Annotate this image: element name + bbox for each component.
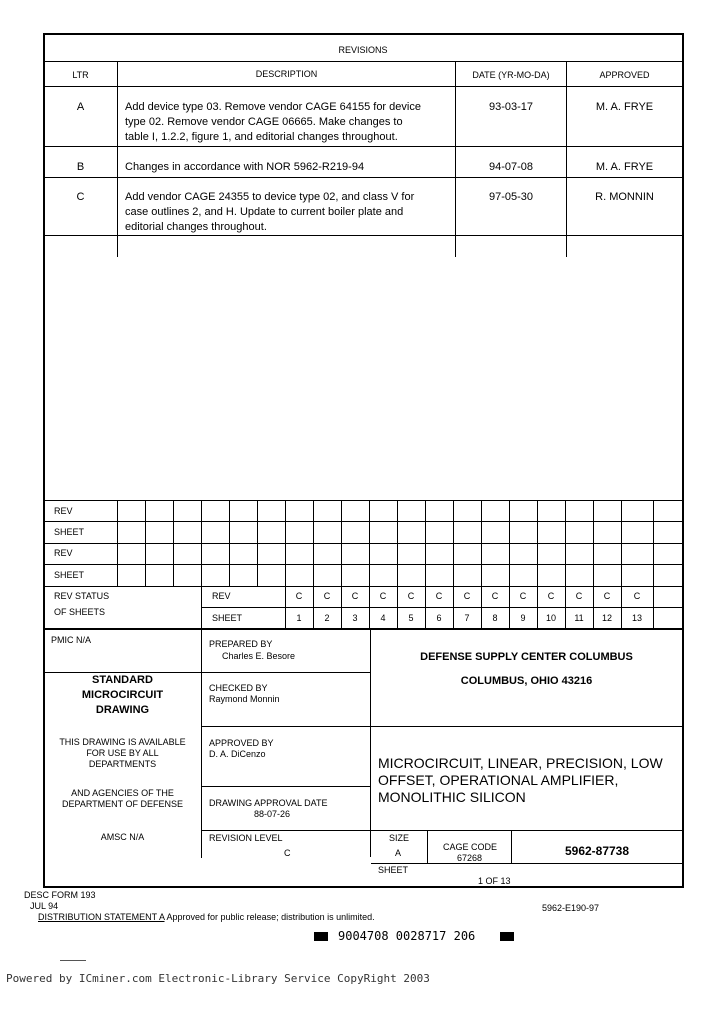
rev-row-c-approved: R. MONNIN [595,191,654,203]
size-value: A [395,848,402,858]
header-date: DATE (YR-MO-DA) [472,70,550,80]
sheet-number: 8 [492,613,498,623]
availability-line3: DEPARTMENTS [88,759,157,769]
rev-row-a-ltr: A [76,101,85,113]
agencies-line2: DEPARTMENT OF DEFENSE [61,799,184,809]
form-number: DESC FORM 193 [24,890,96,900]
revision-level: C [284,848,291,858]
header-description: DESCRIPTION [255,69,318,79]
rev-row-c-desc-line3: editorial changes throughout. [125,221,267,233]
drawing-title-line1: MICROCIRCUIT, LINEAR, PRECISION, LOW [378,755,663,771]
sheet-number: 4 [380,613,386,623]
rev-status-value: C [323,591,331,601]
rev-row-c-desc-line2: case outlines 2, and H. Update to current boiler plate and [125,206,404,218]
barcode-bar-right [500,932,514,941]
rev-status-value: C [463,591,471,601]
rev-status-value: C [491,591,499,601]
sheet-row-label-1: SHEET [54,527,85,537]
rev-status-rev-label: REV [212,591,231,601]
rev-row-c-desc-line1: Add vendor CAGE 24355 to device type 02, and class V for [125,191,415,203]
size-label: SIZE [389,833,410,843]
rev-row-b-desc-line1: Changes in accordance with NOR 5962-R219-94 [125,161,365,173]
rev-row-b-date: 94-07-08 [488,161,534,173]
sheet-number: 5 [408,613,414,623]
approved-by-name: D. A. DiCenzo [209,749,266,759]
sheet-number: 1 [296,613,302,623]
rev-row-b-approved: M. A. FRYE [595,161,654,173]
amsc-label: AMSC N/A [100,832,145,842]
distribution-text: Approved for public release; distribution is unlimited. [164,912,375,922]
rev-row-a-desc-line1: Add device type 03. Remove vendor CAGE 64155 for device [125,101,421,113]
sheet-number: 10 [545,613,556,623]
revision-level-label: REVISION LEVEL [209,833,283,843]
agency-name: DEFENSE SUPPLY CENTER COLUMBUS [420,651,633,663]
checked-by-label: CHECKED BY [209,683,268,693]
sheet-number: 2 [324,613,330,623]
of-sheets-label: OF SHEETS [54,607,106,617]
rev-status-value: C [379,591,387,601]
header-approved: APPROVED [599,70,650,80]
sheet-number: 7 [464,613,470,623]
cage-code-value: 67268 [457,853,483,863]
frame-top [43,33,684,35]
sheet-label: SHEET [378,865,409,875]
sheet-number: 12 [601,613,612,623]
checked-by-name: Raymond Monnin [209,694,280,704]
sheet-row-label-2: SHEET [54,570,85,580]
approval-date-label: DRAWING APPROVAL DATE [209,798,328,808]
drawing-title-line3: MONOLITHIC SILICON [378,789,526,805]
barcode-text: 9004708 0028717 206 [338,929,476,943]
availability-line2: FOR USE BY ALL [86,748,159,758]
sheet-number: 13 [631,613,642,623]
rev-status-value: C [547,591,555,601]
approved-by-label: APPROVED BY [209,738,274,748]
availability-line1: THIS DRAWING IS AVAILABLE [59,737,186,747]
agencies-line1: AND AGENCIES OF THE [71,788,174,798]
rev-row-c-date: 97-05-30 [488,191,534,203]
rev-status-value: C [575,591,583,601]
rev-row-a-desc-line3: table I, 1.2.2, figure 1, and editorial changes throughout. [125,131,398,143]
distribution-statement [38,913,375,922]
rev-row-b-ltr: B [76,161,85,173]
standard-line2: MICROCIRCUIT [81,689,164,701]
cage-code-label: CAGE CODE [443,842,498,852]
agency-city: COLUMBUS, OHIO 43216 [460,675,593,687]
rev-row-a-desc-line2: type 02. Remove vendor CAGE 06665. Make changes to [125,116,403,128]
pmic-label: PMIC N/A [51,635,92,645]
sheet-number: 3 [352,613,358,623]
rev-status-label: REV STATUS [54,591,110,601]
barcode-bar-left [314,932,328,941]
rev-row-a-approved: M. A. FRYE [595,101,654,113]
rev-status-value: C [519,591,527,601]
drawing-number: 5962-87738 [564,844,630,858]
sheet-of: 1 OF 13 [478,876,511,886]
distribution-prefix: DISTRIBUTION STATEMENT A [38,912,165,922]
sheet-number: 11 [574,613,584,623]
standard-line3: DRAWING [95,704,150,716]
powered-by-line: Powered by ICminer.com Electronic-Library Service CopyRight 2003 [6,972,430,985]
doc-code: 5962-E190-97 [542,903,600,913]
form-date: JUL 94 [30,901,59,911]
revisions-title: REVISIONS [338,45,388,55]
frame-bottom [43,886,684,888]
frame-right [682,33,684,888]
rev-row-label-2: REV [54,548,73,558]
rev-status-value: C [351,591,359,601]
rev-status-value: C [603,591,611,601]
rev-status-value: C [435,591,443,601]
rev-row-a-date: 93-03-17 [488,101,534,113]
rev-status-sheet-label: SHEET [212,613,243,623]
drawing-title-line2: OFFSET, OPERATIONAL AMPLIFIER, [378,772,619,788]
header-ltr: LTR [72,70,89,80]
standard-line1: STANDARD [92,674,153,686]
approval-date: 88-07-26 [254,809,291,819]
rev-status-value: C [633,591,641,601]
sheet-number: 6 [436,613,442,623]
rev-row-c-ltr: C [76,191,85,203]
rev-status-value: C [295,591,303,601]
sheet-number: 9 [520,613,526,623]
prepared-by-label: PREPARED BY [209,639,273,649]
prepared-by-name: Charles E. Besore [222,651,296,661]
rev-status-value: C [407,591,415,601]
rev-row-label-1: REV [54,506,73,516]
